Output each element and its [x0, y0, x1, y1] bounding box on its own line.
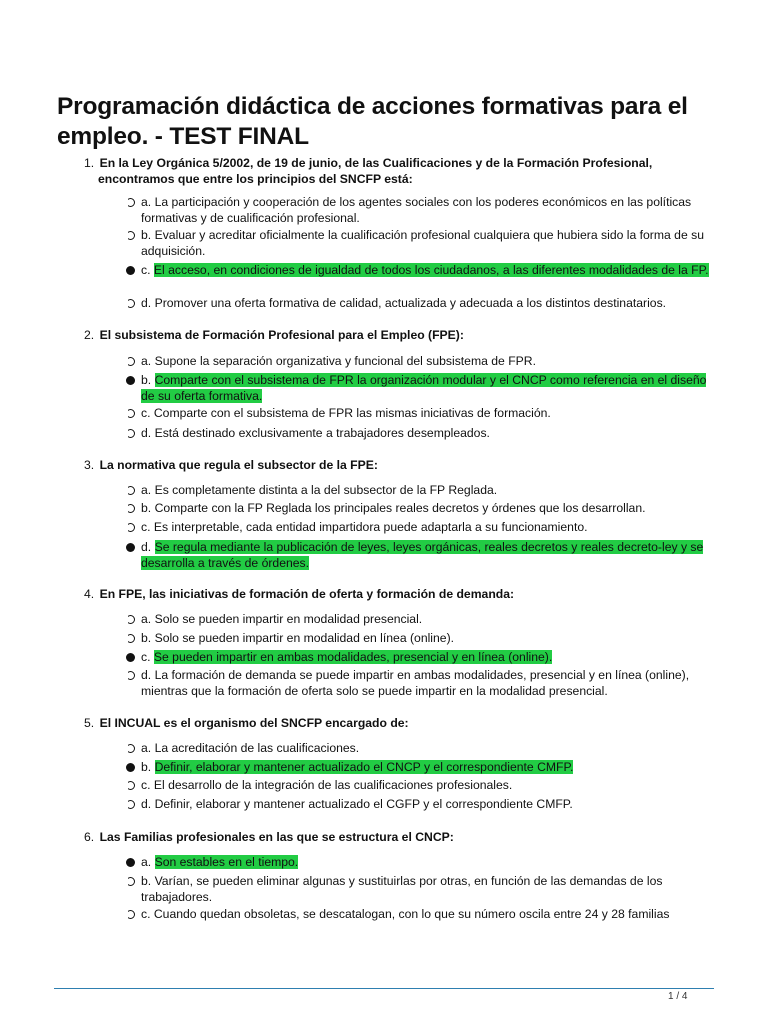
option-d[interactable] [126, 667, 716, 699]
option-text: El desarrollo de la integración de las cualificaciones profesionales. [153, 778, 513, 792]
option-a[interactable] [126, 611, 716, 627]
option-letter: a. [141, 483, 152, 497]
radio-empty-icon [126, 231, 135, 240]
option-letter: c. [141, 650, 151, 664]
option-d[interactable] [126, 796, 716, 812]
option-c[interactable] [126, 262, 716, 278]
option-letter: c. [141, 263, 151, 277]
option-letter: d. [141, 797, 152, 811]
option-text: Solo se pueden impartir en modalidad en línea (online). [154, 631, 455, 645]
option-text-highlighted: Son estables en el tiempo. [154, 855, 299, 869]
option-letter: b. [141, 228, 152, 242]
page-number: 1 / 4 [668, 991, 688, 1002]
question-heading [84, 327, 724, 343]
option-text: Comparte con la FP Reglada los principales reales decretos y órdenes que los desarrollan. [154, 501, 646, 515]
radio-empty-icon [126, 634, 135, 643]
option-text-highlighted: Definir, elaborar y mantener actualizado el CNCP y el correspondiente CMFP. [154, 760, 574, 774]
option-letter: b. [141, 631, 152, 645]
question-heading [84, 715, 724, 731]
radio-empty-icon [126, 299, 135, 308]
option-text: La participación y cooperación de los agentes sociales con los poderes económicos en las políticas formativas y de cualificación profesional. [141, 195, 692, 225]
option-c[interactable] [126, 649, 716, 665]
question-number: 5. [84, 716, 95, 730]
page-title: Programación didáctica de acciones formativas para el empleo. - TEST FINAL [57, 93, 688, 150]
option-a[interactable] [126, 353, 716, 369]
option-b[interactable] [126, 372, 716, 404]
footer-divider [54, 988, 714, 989]
question-number: 1. [84, 156, 95, 170]
option-d[interactable] [126, 295, 716, 311]
option-letter: a. [141, 741, 152, 755]
option-text: La acreditación de las cualificaciones. [154, 741, 360, 755]
radio-empty-icon [126, 523, 135, 532]
option-letter: b. [141, 373, 152, 387]
radio-empty-icon [126, 504, 135, 513]
radio-empty-icon [126, 781, 135, 790]
option-text: Está destinado exclusivamente a trabajadores desempleados. [154, 426, 490, 440]
radio-empty-icon [126, 429, 135, 438]
option-letter: c. [141, 406, 151, 420]
option-letter: c. [141, 907, 151, 921]
option-text: Varían, se pueden eliminar algunas y sustituirlas por otras, en función de las demandas de los trabajadores. [141, 874, 663, 904]
option-letter: d. [141, 426, 152, 440]
option-d[interactable] [126, 539, 716, 571]
radio-filled-icon [126, 763, 135, 772]
option-c[interactable] [126, 519, 716, 535]
radio-empty-icon [126, 800, 135, 809]
option-letter: a. [141, 195, 152, 209]
option-c[interactable] [126, 405, 716, 421]
option-text: Supone la separación organizativa y funcional del subsistema de FPR. [154, 354, 536, 368]
question-text: En FPE, las iniciativas de formación de oferta y formación de demanda: [99, 587, 515, 601]
option-letter: b. [141, 501, 152, 515]
radio-filled-icon [126, 653, 135, 662]
radio-empty-icon [126, 409, 135, 418]
option-text-highlighted: Se regula mediante la publicación de leyes, leyes orgánicas, reales decretos y reales decreto-ley y se desarrolla a través de órdenes. [141, 540, 704, 570]
question-text: La normativa que regula el subsector de la FPE: [99, 458, 378, 472]
option-a[interactable] [126, 482, 716, 498]
radio-filled-icon [126, 858, 135, 867]
option-a[interactable] [126, 194, 716, 226]
option-c[interactable] [126, 906, 716, 922]
option-letter: b. [141, 760, 152, 774]
option-text: Es completamente distinta a la del subsector de la FP Reglada. [154, 483, 498, 497]
option-letter: a. [141, 354, 152, 368]
question-text: Las Familias profesionales en las que se estructura el CNCP: [99, 830, 454, 844]
radio-empty-icon [126, 877, 135, 886]
option-d[interactable] [126, 425, 716, 441]
option-letter: d. [141, 668, 152, 682]
option-text: Es interpretable, cada entidad impartidora puede adaptarla a su funcionamiento. [153, 520, 588, 534]
option-text-highlighted: Comparte con el subsistema de FPR la organización modular y el CNCP como referencia en el diseño de su oferta formativa. [141, 373, 707, 403]
option-letter: d. [141, 296, 152, 310]
option-letter: a. [141, 612, 152, 626]
radio-filled-icon [126, 266, 135, 275]
option-text: Evaluar y acreditar oficialmente la cualificación profesional cualquiera que hubiera sido la forma de su adquisición. [141, 228, 704, 258]
option-text: Promover una oferta formativa de calidad, actualizada y adecuada a los distintos destinatarios. [154, 296, 667, 310]
radio-empty-icon [126, 910, 135, 919]
question-number: 2. [84, 328, 95, 342]
radio-filled-icon [126, 543, 135, 552]
radio-empty-icon [126, 671, 135, 680]
radio-filled-icon [126, 376, 135, 385]
question-heading [84, 457, 724, 473]
option-text: Solo se pueden impartir en modalidad presencial. [154, 612, 423, 626]
question-number: 6. [84, 830, 95, 844]
option-b[interactable] [126, 630, 716, 646]
option-b[interactable] [126, 227, 716, 259]
option-letter: a. [141, 855, 152, 869]
option-letter: b. [141, 874, 152, 888]
option-text: Cuando quedan obsoletas, se descatalogan, con lo que su número oscila entre 24 y 28 familias [153, 907, 670, 921]
radio-empty-icon [126, 615, 135, 624]
radio-empty-icon [126, 486, 135, 495]
option-text: La formación de demanda se puede impartir en ambas modalidades, presencial y en línea (online), mientras que la formación de oferta solo se puede impartir en la modalidad presencial. [141, 668, 690, 698]
question-heading [84, 586, 724, 602]
option-text-highlighted: Se pueden impartir en ambas modalidades, presencial y en línea (online). [153, 650, 553, 664]
option-b[interactable] [126, 759, 716, 775]
question-heading [84, 155, 724, 187]
option-letter: c. [141, 778, 151, 792]
question-text: El INCUAL es el organismo del SNCFP encargado de: [99, 716, 409, 730]
option-letter: c. [141, 520, 151, 534]
option-letter: d. [141, 540, 152, 554]
option-text: Definir, elaborar y mantener actualizado el CGFP y el correspondiente CMFP. [154, 797, 573, 811]
option-a[interactable] [126, 854, 716, 870]
question-text-cont: encontramos que entre los principios del SNCFP está: [98, 172, 413, 186]
radio-empty-icon [126, 357, 135, 366]
option-a[interactable] [126, 740, 716, 756]
question-heading [84, 829, 724, 845]
question-text: El subsistema de Formación Profesional para el Empleo (FPE): [99, 328, 464, 342]
question-number: 4. [84, 587, 95, 601]
radio-empty-icon [126, 744, 135, 753]
option-text-highlighted: El acceso, en condiciones de igualdad de todos los ciudadanos, a las diferentes modalidades de la FP. [153, 263, 709, 277]
radio-empty-icon [126, 198, 135, 207]
question-number: 3. [84, 458, 95, 472]
option-c[interactable] [126, 777, 716, 793]
option-b[interactable] [126, 873, 716, 905]
option-b[interactable] [126, 500, 716, 516]
question-text: En la Ley Orgánica 5/2002, de 19 de junio, de las Cualificaciones y de la Formación Profesional, [99, 156, 653, 170]
option-text: Comparte con el subsistema de FPR las mismas iniciativas de formación. [153, 406, 551, 420]
